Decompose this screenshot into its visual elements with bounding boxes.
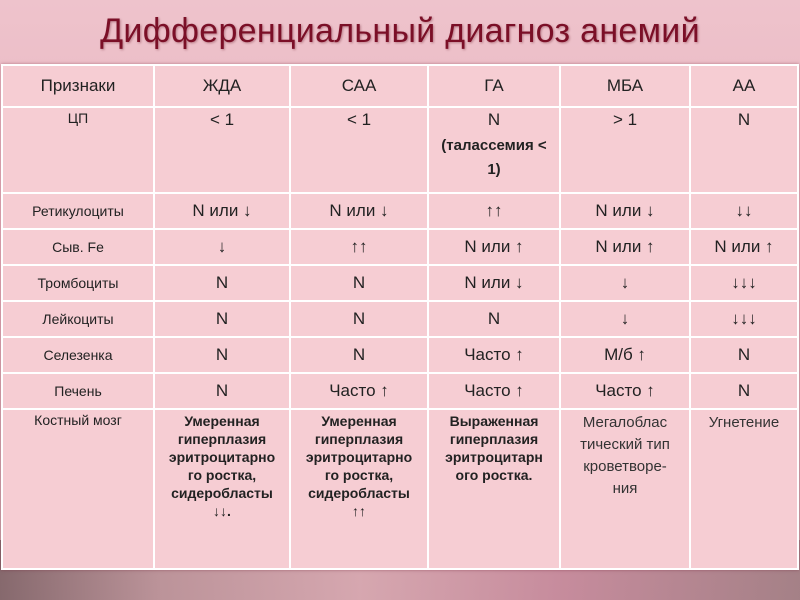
table-cell: ↑↑	[428, 193, 560, 229]
header-cell: САА	[290, 65, 428, 107]
table-cell: N или ↓	[154, 193, 290, 229]
table-cell: Часто ↑	[428, 373, 560, 409]
table-cell: N	[290, 301, 428, 337]
row-label: ЦП	[2, 107, 154, 193]
text-line: сидеробласты	[308, 485, 410, 501]
table-cell: N	[428, 301, 560, 337]
table-cell	[428, 409, 560, 569]
table-cell: N	[154, 301, 290, 337]
row-label: Тромбоциты	[2, 265, 154, 301]
table-cell: N	[290, 337, 428, 373]
slide-title: Дифференциальный диагноз анемий	[100, 12, 700, 50]
table-row	[2, 229, 798, 265]
table-cell: ↓	[560, 265, 690, 301]
table-cell: N	[154, 265, 290, 301]
table-cell: ↓	[154, 229, 290, 265]
header-cell: ЖДА	[154, 65, 290, 107]
table-row	[2, 107, 798, 193]
table-cell: Часто ↑	[290, 373, 428, 409]
table-cell	[428, 107, 560, 193]
text-line: эритроцитарно	[168, 449, 276, 465]
table-cell: ↑↑	[290, 229, 428, 265]
table-cell: N	[690, 373, 798, 409]
text-line: гиперплазия	[449, 431, 539, 447]
table-cell	[154, 409, 290, 569]
table-cell: ↓	[560, 301, 690, 337]
text-line: го ростка,	[187, 467, 257, 483]
text-line: Мегалоблас	[582, 414, 668, 431]
table-cell: > 1	[560, 107, 690, 193]
table-cell: N или ↓	[428, 265, 560, 301]
header-cell: Признаки	[2, 65, 154, 107]
text-line: эритроцитарн	[445, 449, 543, 465]
table-cell: N	[690, 337, 798, 373]
table-cell: < 1	[290, 107, 428, 193]
table-cell: N или ↑	[428, 229, 560, 265]
table-cell: ↓↓↓	[690, 265, 798, 301]
text-line: кроветворе-	[583, 458, 667, 475]
table-cell: М/б ↑	[560, 337, 690, 373]
table-cell: Часто ↑	[428, 337, 560, 373]
text-line: ↑↑	[352, 503, 366, 519]
text-line: Угнетение	[708, 414, 780, 431]
header-cell: ГА	[428, 65, 560, 107]
table-row	[2, 337, 798, 373]
bone-marrow-text	[295, 412, 423, 520]
table-cell: ↓↓↓	[690, 301, 798, 337]
text-line: сидеробласты	[171, 485, 273, 501]
bone-marrow-text	[695, 412, 793, 434]
table-cell	[290, 409, 428, 569]
table-cell: N	[154, 373, 290, 409]
table-row	[2, 193, 798, 229]
table-cell: ↓↓	[690, 193, 798, 229]
text-line: ого ростка.	[455, 467, 533, 483]
table-cell	[690, 409, 798, 569]
row-label: Костный мозг	[2, 409, 154, 569]
table-cell	[560, 409, 690, 569]
text-line: ния	[612, 480, 638, 497]
text-line: гиперплазия	[314, 431, 404, 447]
differential-diagnosis-table	[1, 64, 799, 570]
text-line: тический тип	[580, 436, 670, 453]
row-label: Сыв. Fe	[2, 229, 154, 265]
table-cell: N или ↓	[560, 193, 690, 229]
text-line: гиперплазия	[177, 431, 267, 447]
text-line: эритроцитарно	[305, 449, 413, 465]
table-cell: N или ↑	[560, 229, 690, 265]
row-label: Ретикулоциты	[2, 193, 154, 229]
text-line: Умеренная	[321, 413, 397, 429]
row-label: Лейкоциты	[2, 301, 154, 337]
cell-value: N	[487, 110, 501, 129]
table-cell: N	[690, 107, 798, 193]
table-row	[2, 265, 798, 301]
table-cell: < 1	[154, 107, 290, 193]
text-line: го ростка,	[324, 467, 394, 483]
text-line: Выраженная	[449, 413, 539, 429]
table-row	[2, 301, 798, 337]
table-cell: N	[154, 337, 290, 373]
row-label: Селезенка	[2, 337, 154, 373]
bone-marrow-text	[565, 412, 685, 500]
table-header-row	[2, 65, 798, 107]
table-cell: N или ↓	[290, 193, 428, 229]
table-cell: N или ↑	[690, 229, 798, 265]
text-line: Умеренная	[184, 413, 260, 429]
table-cell: Часто ↑	[560, 373, 690, 409]
cell-note: (талассемия < 1)	[441, 137, 547, 178]
text-line: ↓↓.	[213, 503, 231, 519]
header-cell: АА	[690, 65, 798, 107]
header-cell: МБА	[560, 65, 690, 107]
bone-marrow-text	[159, 412, 285, 520]
bone-marrow-text	[433, 412, 555, 484]
table-cell: N	[290, 265, 428, 301]
table-row	[2, 409, 798, 569]
row-label: Печень	[2, 373, 154, 409]
table-row	[2, 373, 798, 409]
